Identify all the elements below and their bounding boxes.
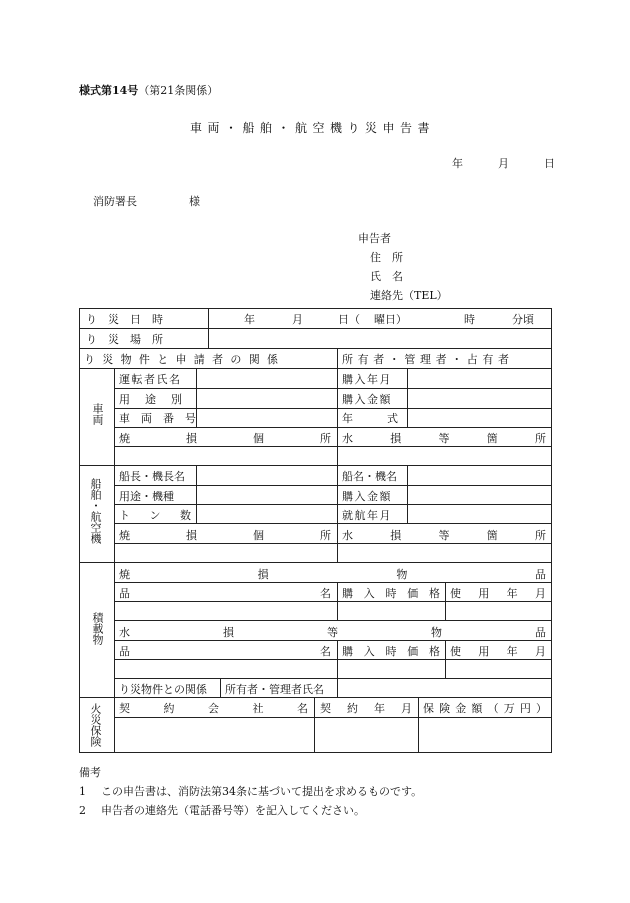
cargo-water-label: 水 損 等 物 品 [119,626,546,639]
note-item [79,782,422,801]
form-relation: （第21条関係） [138,84,219,97]
applicant-address-label: 住 所 [370,251,403,264]
vehicle-number-label: 車 両 番 号 [119,412,196,425]
cargo-section-label: 積載物 [91,612,104,645]
disaster-place-label: り 災 場 所 [86,333,163,346]
datetime-weekday: 曜日） [374,313,407,326]
cargo-relation-label: り災物件との関係 [119,683,207,696]
vehicle-burn-label: 焼 損 個 所 [119,432,331,445]
ship-section-label: 船舶・航空機 [89,478,102,544]
ship-name-label: 船名・機名 [342,470,397,483]
cargo-water-price-label: 購 入 時 価 格 [342,645,440,658]
ship-tons-label: ト ン 数 [119,509,191,522]
note-text: この申告書は、消防法第34条に基づいて提出を求めるものです。 [101,785,423,798]
ship-burn-label: 焼 損 個 所 [119,529,331,542]
relation-value: 所有者・管理者・占有者 [342,353,514,366]
vehicle-purchase-amount-label: 購入金額 [342,393,392,406]
datetime-year: 年 [244,313,255,326]
datetime-month: 月 [292,313,303,326]
disaster-place-field[interactable] [209,329,551,348]
cargo-burn-item-label: 品 名 [119,587,331,600]
cargo-owner-name-label: 所有者・管理者氏名 [225,683,324,696]
disaster-datetime-label: り 災 日 時 [86,313,163,326]
insurance-contract-ym-label: 契 約 年 月 [320,702,412,715]
insurance-amount-label: 保 険 金 額 （ 万 円 ） [423,702,547,715]
note-number: 2 [79,804,86,817]
ship-service-ym-label: 就航年月 [342,509,392,522]
page-title: 車両・船舶・航空機り災申告書 [190,121,436,135]
cargo-burn-price-label: 購 入 時 価 格 [342,587,440,600]
relation-label: り災物件と申請者の関係 [84,353,286,366]
vehicle-driver-label: 運転者氏名 [119,373,182,386]
applicant-label: 申告者 [358,232,391,245]
notes-heading: 備考 [79,766,101,779]
ship-water-label: 水 損 等 箇 所 [342,529,546,542]
cargo-water-years-label: 使 用 年 月 [450,645,546,658]
insurance-section-label: 火災保険 [89,703,102,747]
vehicle-purchase-ym-label: 購入年月 [342,373,392,386]
date-day: 日 [544,157,555,170]
ship-use-type-label: 用途・機種 [119,490,174,503]
addressee-honorific: 様 [189,195,200,208]
cargo-burn-years-label: 使 用 年 月 [450,587,546,600]
cargo-burn-label: 焼 損 物 品 [119,568,546,581]
note-number: 1 [79,785,86,798]
applicant-contact-label: 連絡先（TEL） [370,289,448,302]
date-year: 年 [452,157,463,170]
note-text: 申告者の連絡先（電話番号等）を記入してください。 [101,804,365,817]
cargo-water-item-label: 品 名 [119,645,331,658]
vehicle-section-label: 車両 [91,403,104,425]
datetime-minute: 分頃 [512,313,534,326]
form-number-label: 様式第14号 [79,84,139,97]
vehicle-use-label: 用 途 別 [119,393,184,406]
vehicle-water-label: 水 損 等 箇 所 [342,432,546,445]
applicant-name-label: 氏 名 [370,270,403,283]
ship-captain-label: 船長・機長名 [119,470,185,483]
notes-section [79,763,422,820]
vehicle-model-year-label: 年 式 [342,412,402,425]
datetime-day: 日（ [338,313,360,326]
datetime-hour: 時 [464,313,475,326]
note-item [79,801,422,820]
insurance-company-label: 契 約 会 社 名 [119,702,308,715]
date-month: 月 [498,157,509,170]
ship-purchase-amount-label: 購入金額 [342,490,392,503]
addressee-label: 消防署長 [93,195,137,208]
